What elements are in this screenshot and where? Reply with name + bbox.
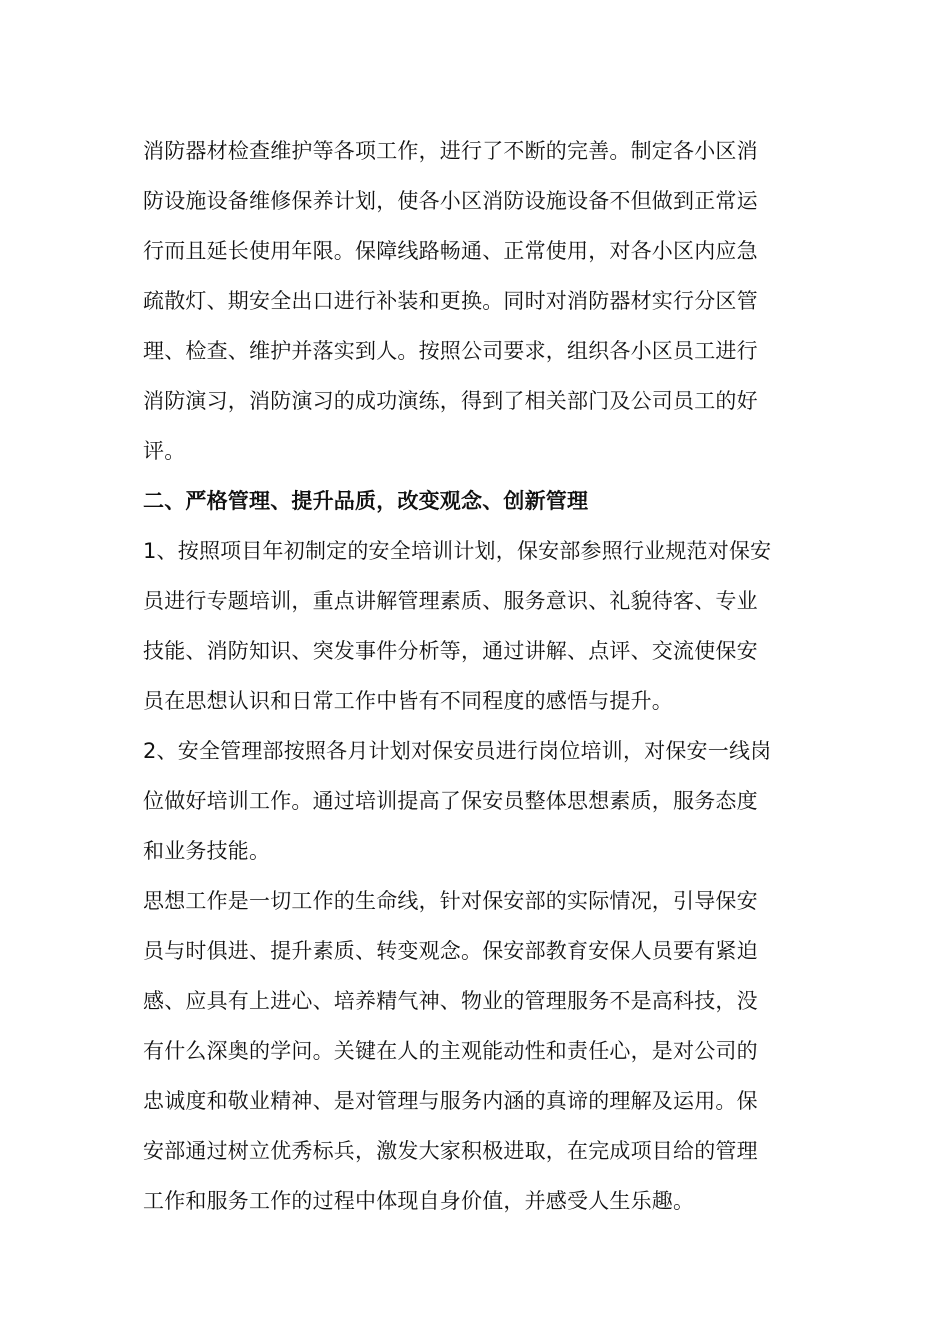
paragraph-line: 防设施设备维修保养计划，使各小区消防设施设备不但做到正常运 [143,189,758,213]
paragraph-line: 1、按照项目年初制定的安全培训计划，保安部参照行业规范对保安 [143,539,772,563]
paragraph-line: 员在思想认识和日常工作中皆有不同程度的感悟与提升。 [143,689,673,713]
paragraph-line: 思想工作是一切工作的生命线，针对保安部的实际情况，引导保安 [143,889,758,913]
paragraph-line: 位做好培训工作。通过培训提高了保安员整体思想素质，服务态度 [143,789,758,813]
paragraph-line: 员进行专题培训，重点讲解管理素质、服务意识、礼貌待客、专业 [143,589,758,613]
paragraph-line: 安部通过树立优秀标兵，激发大家积极进取，在完成项目给的管理 [143,1139,758,1163]
paragraph-line: 和业务技能。 [143,839,271,863]
paragraph-line: 疏散灯、期安全出口进行补装和更换。同时对消防器材实行分区管 [143,289,758,313]
paragraph-line: 行而且延长使用年限。保障线路畅通、正常使用，对各小区内应急 [143,239,758,263]
paragraph-line: 消防器材检查维护等各项工作，进行了不断的完善。制定各小区消 [143,139,758,163]
paragraph-line: 消防演习，消防演习的成功演练，得到了相关部门及公司员工的好 [143,389,758,413]
paragraph-line: 理、检查、维护并落实到人。按照公司要求，组织各小区员工进行 [143,339,758,363]
paragraph-line: 员与时俱进、提升素质、转变观念。保安部教育安保人员要有紧迫 [143,939,758,963]
paragraph-line: 工作和服务工作的过程中体现自身价值，并感受人生乐趣。 [143,1189,695,1213]
section-heading: 二、严格管理、提升品质，改变观念、创新管理 [143,489,589,513]
paragraph-line: 感、应具有上进心、培养精气神、物业的管理服务不是高科技，没 [143,989,758,1013]
paragraph-line: 有什么深奥的学问。关键在人的主观能动性和责任心，是对公司的 [143,1039,758,1063]
paragraph-line: 2、安全管理部按照各月计划对保安员进行岗位培训，对保安一线岗 [143,739,772,763]
paragraph-line: 评。 [143,439,186,463]
paragraph-line: 忠诚度和敬业精神、是对管理与服务内涵的真谛的理解及运用。保 [143,1089,758,1113]
document-body [143,126,811,1226]
paragraph-line: 技能、消防知识、突发事件分析等，通过讲解、点评、交流使保安 [143,639,758,663]
